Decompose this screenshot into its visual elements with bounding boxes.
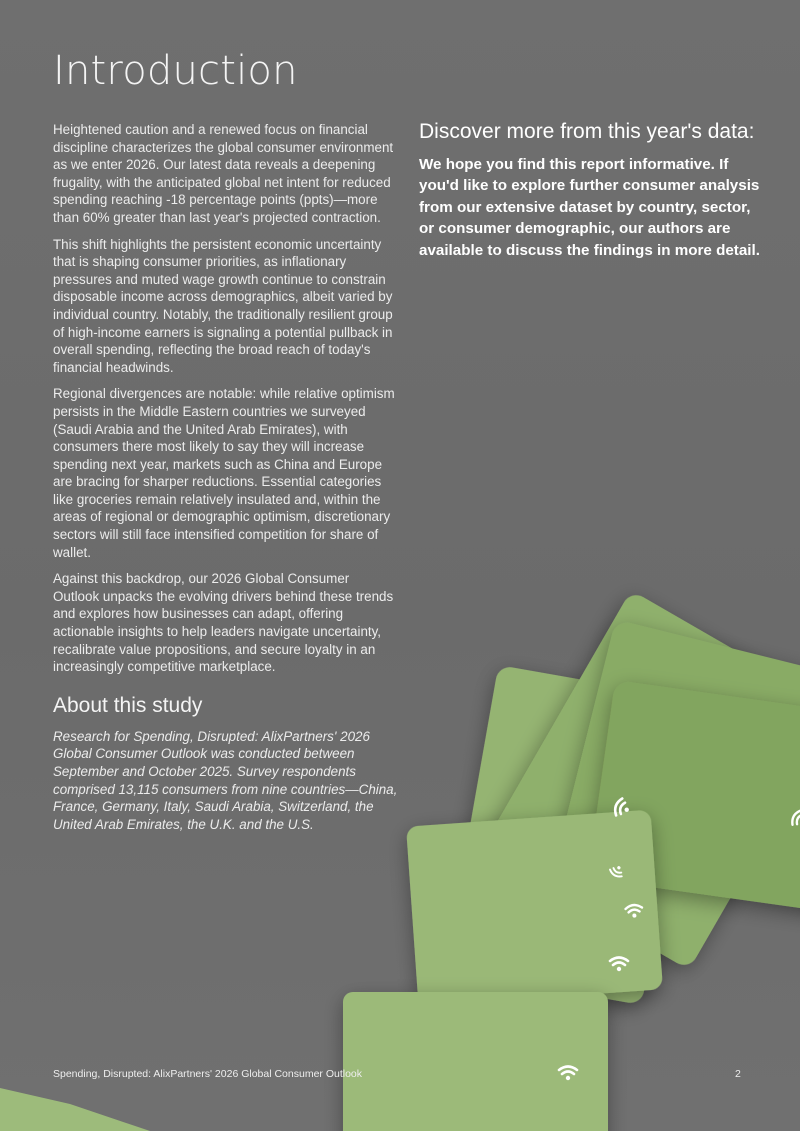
about-study-heading: About this study [53, 693, 203, 717]
intro-paragraph: This shift highlights the persistent economic uncertainty that is shaping consumer priorities, as inflationary pressures and muted wage growth continue to constrain disposable income across demographics, albeit varied by individual country. Notably, the traditionally resilient group of high-income earners is signaling a potential pullback in overall spending, reflecting the broad reach of today's financial headwinds. [53, 236, 393, 375]
intro-column [53, 121, 399, 842]
discover-more-heading: Discover more from this year's data: [419, 120, 755, 143]
intro-paragraph: Regional divergences are notable: while relative optimism persists in the Middle Eastern countries we surveyed (Saudi Arabia and the United Arab Emirates), with consumers there most likely to say they will increase spending next year, markets such as China and Europe are bracing for sharper reductions. Essential categories like groceries remain relatively insulated and, within the areas of regional or demographic optimism, discretionary sectors will still face intensified competition for share of wallet. [53, 386, 395, 560]
discover-more-callout [419, 118, 764, 261]
intro-paragraph: Heightened caution and a renewed focus on financial discipline characterizes the global consumer environment as we enter 2026. Our latest data reveals a deepening frugality, with the anticipated global net intent for reduced spending reaching -18 percentage points (ppts)—more than 60% greater than last year's projected contraction. [53, 122, 394, 225]
discover-more-text: We hope you find this report informative. If you'd like to explore further consumer analysis from our extensive dataset by country, sector, or consumer demographic, our authors are available to discuss the findings in more detail. [419, 156, 760, 259]
page-title: Introduction [53, 48, 298, 94]
footer-report-title: Spending, Disrupted: AlixPartners' 2026 Global Consumer Outlook [53, 1068, 363, 1080]
page-number: 2 [735, 1068, 741, 1080]
intro-paragraph: Against this backdrop, our 2026 Global Consumer Outlook unpacks the evolving drivers behind these trends and explores how businesses can adapt, offering actionable insights to help leaders navigate uncertainty, recalibrate value propositions, and secure loyalty in an increasingly competitive marketplace. [53, 571, 394, 675]
about-study-text: Research for Spending, Disrupted: AlixPartners' 2026 Global Consumer Outlook was conducted between September and October 2025. Survey respondents comprised 13,115 consumers from nine countries—China, France, Germany, Italy, Saudi Arabia, Switzerland, the United Arab Emirates, the U.K. and the U.S. [53, 728, 398, 832]
